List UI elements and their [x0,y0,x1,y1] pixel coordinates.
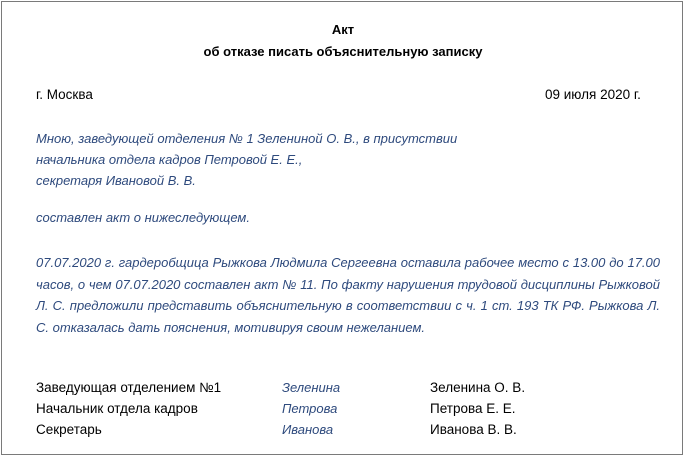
handwritten-signature: Иванова [282,422,334,437]
signature-role: Заведующая отделением №1 [36,380,222,395]
signature-role: Секретарь [36,422,102,437]
city: г. Москва [36,87,93,102]
intro-line: Мною, заведующей отделения № 1 Зелениной О. В., в присутствии [36,131,458,146]
body-paragraph: 07.07.2020 г. гардеробщица Рыжкова Людмила Сергеевна оставила рабочее место с 13.00 до 17.00 часов, о чем 07.07.2020 составлен акт № 11. По факту нарушения трудовой дисциплины Рыжковой Л. С. предложили представить объяснительную в соответствии с ч. 1 ст. 193 ТК РФ. Рыжкова Л. С. отказалась дать пояснения, мотивируя своим нежеланием. [36,255,660,335]
stated-line: составлен акт о нижеследующем. [36,210,250,225]
signature-name: Зеленина О. В. [430,380,526,395]
handwritten-signature: Петрова [282,401,338,416]
document-date: 09 июля 2020 г. [545,87,641,102]
signature-name: Петрова Е. Е. [430,401,516,416]
document-title: Акт [331,22,355,37]
intro-paragraph [36,128,457,191]
intro-line: начальника отдела кадров Петровой Е. Е., [36,152,303,167]
signature-name: Иванова В. В. [430,422,517,437]
intro-line: секретаря Ивановой В. В. [36,173,196,188]
handwritten-signature: Зеленина [282,380,341,395]
document-subtitle: об отказе писать объяснительную записку [203,44,483,59]
signature-role: Начальник отдела кадров [36,401,198,416]
